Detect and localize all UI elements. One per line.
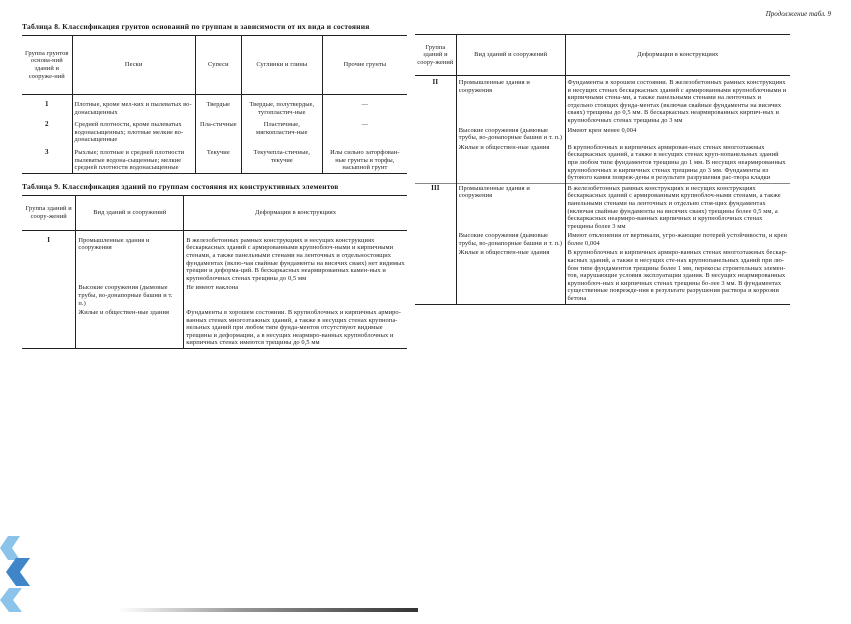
table9-header: Деформации в конструкциях xyxy=(184,195,407,230)
table-row xyxy=(22,117,407,145)
right-page xyxy=(415,34,790,305)
table-cell: Фундаменты в хорошем состоянии. В крупноблочных и кирпичных армиро-ванных стенах многоэтажных зданий, а также в несущих стенах крупнопа-нельных зданий при любом типе фунда-ментов отсутствуют видимые трещины и деформации, а в несущих неармиро-ванных крупноблочных и кирпичных стенах имеются трещины до 0,5 мм xyxy=(186,309,401,347)
table-row xyxy=(22,308,407,348)
table-cell: Твердые xyxy=(195,95,241,118)
table-cell: Илы сильно заторфован-ные грунты и торфы, насыпной грунт xyxy=(330,148,400,172)
table-cell: Пла-стичные xyxy=(195,117,241,145)
table-cell: Высокие сооружения (дымовые трубы, во-донапорные башни и т. п.) xyxy=(456,231,565,248)
table8-header: Супеси xyxy=(195,36,241,95)
table8 xyxy=(22,35,407,174)
arrow-shape-2 xyxy=(6,558,30,586)
table8-header: Суглинки и глины xyxy=(241,36,322,95)
table-cell: Твердые, полутвердые, тугопластич-ные xyxy=(241,95,322,118)
table9-caption: Таблица 9. Классификация зданий по группам состояния их конструктивных элементов xyxy=(22,181,339,191)
table-cell xyxy=(22,283,76,308)
table-cell: I xyxy=(22,230,76,283)
table-cell: Жилые и обществен-ные здания xyxy=(76,308,184,348)
left-page xyxy=(22,22,407,349)
arrow-shape-1 xyxy=(0,536,20,560)
table-cell: Промышленные здания и сооружения xyxy=(76,230,184,283)
table-row xyxy=(415,248,790,304)
continuation-title: Продолжение табл. 9 xyxy=(765,10,831,18)
table-cell: В железобетонных рамных конструкциях и несущих конструкциях бескаркасных зданий с армированными крупноблоч-ными стенами, а также панельными стенами на ленточных и отдельно стоя-щих фундаментах (включая свайные фундаменты на висячих сваях) трещины более 0,5 мм, а бескаркасных неармиро-ванных кирпичных и крупноблочных стенах трещины более 3 мм xyxy=(565,183,790,231)
table-cell: В крупноблочных и кирпичных армиро-ванных стенах многоэтажных бескар-касных зданий, а также в несущих сте-нах крупнопанельных зданий при лю-бом типе фундаментов трещины более 1 мм, перекосы строительных элемен-тов, нарушающие условия эксплуатации здания. В несущих неармированных крупноблоч-ных и кирпичных стенах трещины бо-лее 3 мм. В фундаментах существенные поврежде-ния в результате разрушения раствора и коррозии бетона xyxy=(567,249,788,303)
table-cell: — xyxy=(361,101,369,108)
table-cell: Текучие xyxy=(195,145,241,173)
table-cell: 2 xyxy=(22,117,72,145)
table-cell: Фундаменты в хорошем состоянии. В железобетонных рамных конструкциях и несущих стенах бескаркасных зданий с армированными крупноблочными и кирпичными стена-ми, а также панельными стенами на ленточных и отдельно стоящих фунда-ментах (включая свайные фундаменты на висячих сваях) трещины до 0,5 мм. В бескаркасных неармированных кирпич-ных и крупноблочных стенах трещины до 3 мм xyxy=(567,79,787,124)
table-row xyxy=(415,231,790,248)
table9-header: Группа зданий и соору-жений xyxy=(22,195,76,230)
table8-header-row xyxy=(22,36,407,95)
table-cell: Средней плотности, кроме пылеватых водонасыщенных; плотные мелкие во-донасыщенные xyxy=(72,117,195,145)
table-cell: Пластичные, мягкопластич-ные xyxy=(241,117,322,145)
table-cell: Имеют крен менее 0,004 xyxy=(567,126,637,134)
table-row xyxy=(415,126,790,143)
table9-cont-header: Группа зданий и соору-жений xyxy=(415,35,456,76)
table-cell: Плотные, кроме мел-ких и пылеватых во-донасыщенных xyxy=(72,95,195,118)
table-cell: В крупноблочных и кирпичных армирован-ных стенах многоэтажных бескаркасных зданий, а также в несущих стенах круп-нопанельных зданий при любом типе фундаментов трещины до 1 мм. В несущих неармированных крупноблочных и кирпичных стенах трещины до 3 мм. Фундаменты из бутового камня повреж-дены в результате разрушения рас-твора кладки xyxy=(567,143,786,182)
table-cell: Не имеют наклона xyxy=(186,284,239,292)
table-cell: Текучепла-стичные, текучие xyxy=(241,145,322,173)
table-cell: Жилые и обществен-ные здания xyxy=(456,143,565,183)
table9-header: Вид зданий и сооружений xyxy=(76,195,184,230)
table9-header-row xyxy=(22,195,407,230)
table-row xyxy=(415,183,790,231)
table-cell: — xyxy=(361,121,369,129)
table9-cont-header: Вид зданий и сооружений xyxy=(456,35,565,76)
table-cell xyxy=(415,126,456,143)
table9 xyxy=(22,195,407,349)
table-row xyxy=(415,76,790,126)
table-cell: Имеют отклонения от вертикали, угро-жающие потерей устойчивости, и крен более 0,004 xyxy=(567,232,788,247)
table-cell xyxy=(22,308,76,348)
table-row xyxy=(22,95,407,118)
table-row xyxy=(415,143,790,183)
table-cell: Промышленные здания и сооружения xyxy=(456,183,565,231)
table-cell: Высокие сооружения (дымовые трубы, во-донапорные башни и т. п.) xyxy=(456,126,565,143)
table-cell: 1 xyxy=(22,95,72,118)
table9-continued xyxy=(415,34,790,305)
table-cell: В железобетонных рамных конструкциях и несущих конструкциях бескаркасных зданий с армированными крупноблоч-ными и кирпичными стенами, а также панельными стенами на ленточных и отдельностоящих фундаментах (вклю-чая свайные фундаменты на висячих сваях) нет видимых трещин и деформа-ций. В бескаркасных неармированных камен-ных и крупноблочных стенах трещины до 0,5 мм xyxy=(186,236,405,282)
table-cell: Высокие сооружения (дымовые трубы, во-донапорные башни и т. п.) xyxy=(76,283,184,308)
table-cell xyxy=(415,231,456,248)
table9-cont-header-row xyxy=(415,35,790,76)
table-cell xyxy=(415,143,456,183)
table-cell: 3 xyxy=(22,145,72,173)
table-cell: Жилые и обществен-ные здания xyxy=(456,248,565,304)
table-cell: Промышленные здания и сооружения xyxy=(456,76,565,126)
table-row xyxy=(22,145,407,173)
table8-header: Прочие грунты xyxy=(322,36,407,95)
arrow-shape-3 xyxy=(0,588,22,612)
table-row xyxy=(22,283,407,308)
table9-cont-header: Деформации в конструкциях xyxy=(565,35,790,76)
table-cell: II xyxy=(415,76,456,126)
page-shadow xyxy=(118,608,418,612)
table-row xyxy=(22,230,407,283)
table8-caption: Таблица 8. Классификация грунтов оснований по группам в зависимости от их вида и состояния xyxy=(22,22,370,31)
table8-header: Пески xyxy=(72,36,195,95)
table-cell: III xyxy=(415,183,456,231)
table8-header: Группа грунтов основа-ний зданий и сооруже-ний xyxy=(22,36,72,95)
table-cell: Рыхлые; плотные и средней плотности пылеватые водона-сыщенные; мелкие средней плотности водонасыщенные xyxy=(72,145,195,173)
table-cell xyxy=(415,248,456,304)
